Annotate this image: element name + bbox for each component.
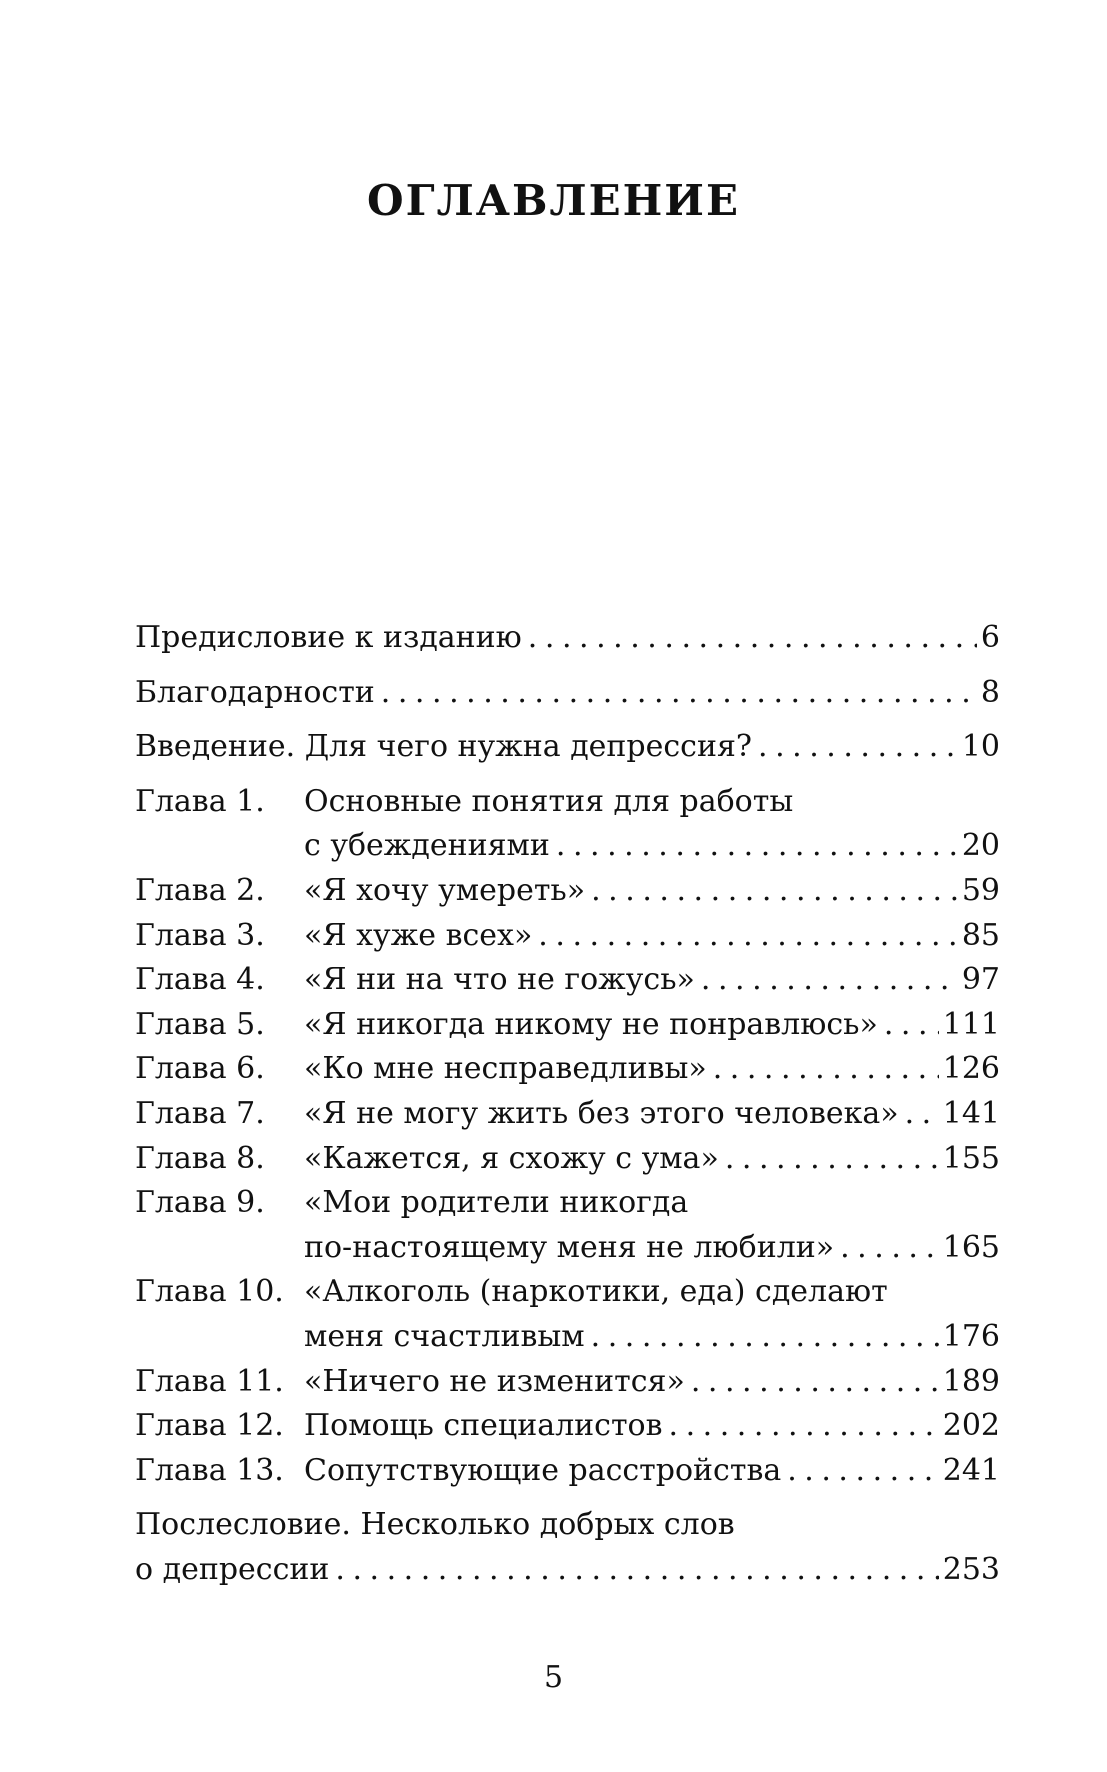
toc-entry-title-continued: с убеждениями xyxy=(304,828,550,864)
dot-leader xyxy=(707,1047,939,1092)
toc-entry-title: «Ничего не изменится» xyxy=(304,1363,685,1399)
toc-entry-title: Основные понятия для работы xyxy=(304,783,794,819)
dot-leader xyxy=(522,616,977,661)
toc-entry-chapter-11 xyxy=(135,1360,1000,1405)
chapter-label: Глава 2. xyxy=(135,872,265,908)
toc-page-number: 8 xyxy=(980,674,1000,710)
toc-entry-title: Сопутствующие расстройства xyxy=(304,1452,782,1488)
dot-leader xyxy=(695,958,958,1003)
toc-page-number: 165 xyxy=(942,1229,1000,1265)
toc-entry-title: «Я хочу умереть» xyxy=(304,872,586,908)
toc-entry-title: «Алкоголь (наркотики, еда) сделают xyxy=(304,1274,888,1310)
toc-entry-afterword xyxy=(135,1503,1000,1592)
toc-entry-title: «Мои родители никогда xyxy=(304,1185,689,1221)
toc-entry-chapter-1 xyxy=(135,780,1000,869)
toc-entry-title-continued: меня счастливым xyxy=(304,1318,585,1354)
dot-leader xyxy=(685,1360,939,1405)
dot-leader xyxy=(781,1449,939,1494)
toc-entry-chapter-4 xyxy=(135,958,1000,1003)
toc-page-number: 59 xyxy=(961,872,1000,908)
toc-entry-chapter-6 xyxy=(135,1047,1000,1092)
dot-leader xyxy=(329,1548,938,1593)
chapter-label: Глава 4. xyxy=(135,962,265,998)
toc-entry-chapter-5 xyxy=(135,1003,1000,1048)
toc-page-number: 126 xyxy=(942,1051,1000,1087)
toc-page-number: 141 xyxy=(942,1095,1000,1131)
toc-entry-chapter-12 xyxy=(135,1404,1000,1449)
toc-entry-chapter-10 xyxy=(135,1270,1000,1359)
toc-entry-acknowledgements xyxy=(135,671,1000,716)
dot-leader xyxy=(878,1003,939,1048)
chapter-label: Глава 12. xyxy=(135,1408,284,1444)
toc-entry-chapter-2 xyxy=(135,869,1000,914)
toc-entry-title: Предисловие к изданию xyxy=(135,620,522,655)
toc-entry-title-continued: о депрессии xyxy=(135,1551,330,1587)
chapter-label: Глава 13. xyxy=(135,1452,284,1488)
toc-entry-introduction xyxy=(135,725,1000,770)
dot-leader xyxy=(834,1226,939,1271)
toc-entry-chapter-9 xyxy=(135,1181,1000,1270)
toc-entry-title: «Кажется, я схожу с ума» xyxy=(304,1140,719,1176)
toc-page-number: 85 xyxy=(961,917,1000,953)
chapter-label: Глава 11. xyxy=(135,1363,284,1399)
toc-page-number: 176 xyxy=(942,1318,1000,1354)
chapter-label: Глава 3. xyxy=(135,917,265,953)
dot-leader xyxy=(375,671,977,716)
chapter-label: Глава 8. xyxy=(135,1140,265,1176)
toc-entry-title: «Я никогда никому не понравлюсь» xyxy=(304,1006,878,1042)
toc-page-number: 20 xyxy=(961,828,1000,864)
toc-entry-title: Послесловие. Несколько добрых слов xyxy=(135,1507,735,1543)
toc-entry-title: «Я не могу жить без этого человека» xyxy=(304,1095,899,1131)
dot-leader xyxy=(663,1404,939,1449)
dot-leader xyxy=(585,869,958,914)
page-title: ОГЛАВЛЕНИЕ xyxy=(367,176,740,225)
toc-entry-title: Помощь специалистов xyxy=(304,1408,663,1444)
toc-page-number: 253 xyxy=(942,1551,1000,1587)
table-of-contents xyxy=(135,616,1000,1592)
toc-page-number: 6 xyxy=(980,620,1000,655)
toc-entry-chapter-3 xyxy=(135,914,1000,959)
toc-entry-chapter-13 xyxy=(135,1449,1000,1494)
dot-leader xyxy=(899,1092,939,1137)
toc-page-number: 111 xyxy=(942,1006,1000,1042)
toc-entry-title: «Я ни на что не гожусь» xyxy=(304,962,695,998)
toc-entry-title: «Я хуже всех» xyxy=(304,917,533,953)
toc-entry-title-continued: по-настоящему меня не любили» xyxy=(304,1229,835,1265)
page-number-footer: 5 xyxy=(543,1660,564,1695)
toc-entry-chapter-8 xyxy=(135,1137,1000,1182)
dot-leader xyxy=(719,1137,939,1182)
dot-leader xyxy=(550,824,958,869)
chapter-label: Глава 6. xyxy=(135,1051,265,1087)
chapter-label: Глава 10. xyxy=(135,1274,284,1310)
chapter-label: Глава 9. xyxy=(135,1185,265,1221)
toc-entry-title: Введение. Для чего нужна депрессия? xyxy=(135,729,752,765)
toc-entry-preface xyxy=(135,616,1000,661)
toc-entry-chapter-7 xyxy=(135,1092,1000,1137)
toc-page-number: 202 xyxy=(942,1408,1000,1444)
dot-leader xyxy=(585,1315,939,1360)
toc-page-number: 10 xyxy=(961,729,1000,765)
dot-leader xyxy=(752,725,958,770)
toc-page-number: 241 xyxy=(942,1452,1000,1488)
toc-entry-title: «Ко мне несправедливы» xyxy=(304,1051,707,1087)
chapter-label: Глава 5. xyxy=(135,1006,265,1042)
dot-leader xyxy=(532,914,958,959)
toc-page-number: 97 xyxy=(961,962,1000,998)
toc-page-number: 189 xyxy=(942,1363,1000,1399)
chapter-label: Глава 1. xyxy=(135,783,265,819)
chapter-label: Глава 7. xyxy=(135,1095,265,1131)
toc-page-number: 155 xyxy=(942,1140,1000,1176)
toc-entry-title: Благодарности xyxy=(135,674,375,710)
